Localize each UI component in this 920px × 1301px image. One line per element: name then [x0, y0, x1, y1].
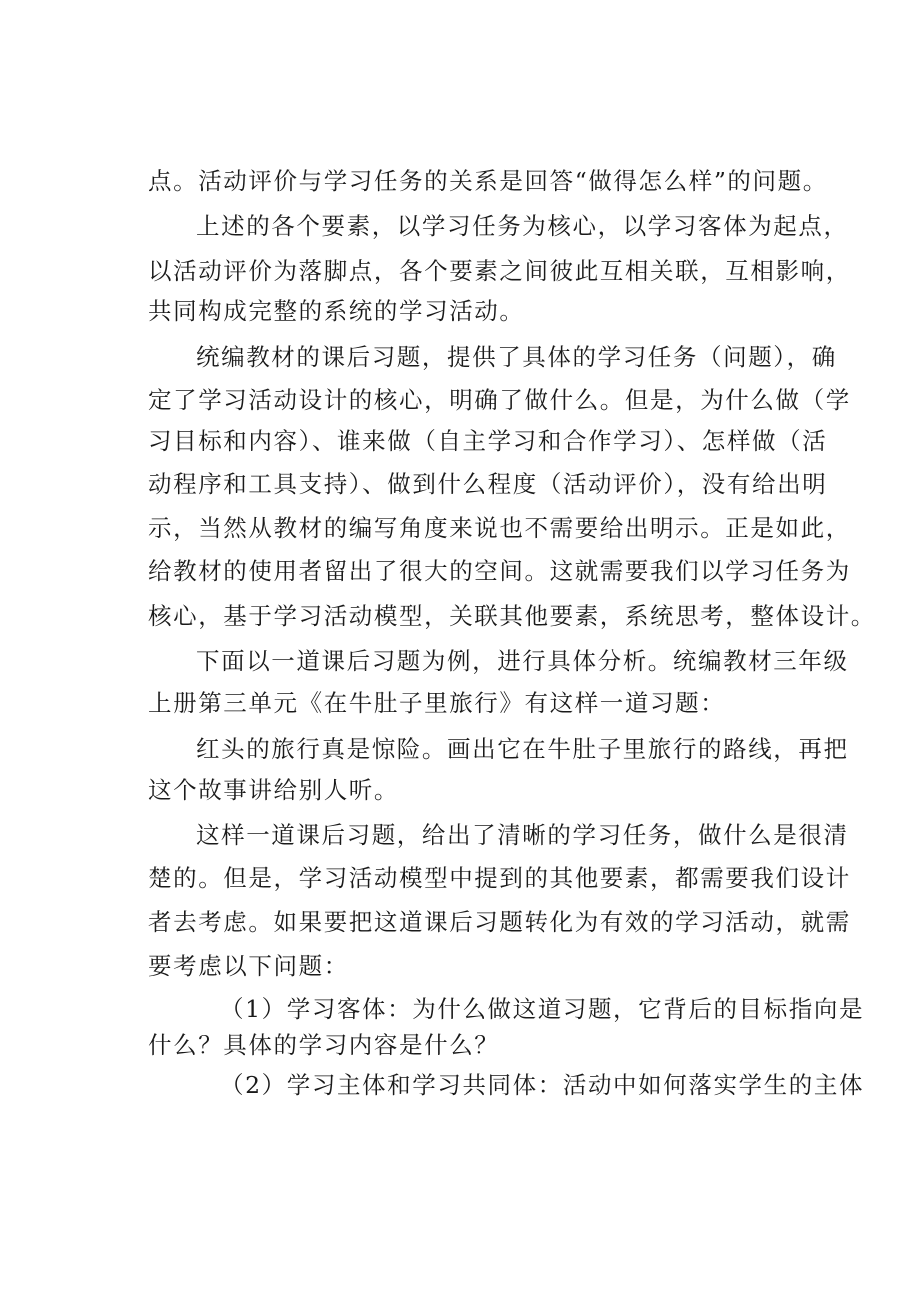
- text-line: 共同构成完整的系统的学习活动。: [148, 297, 525, 325]
- paragraph-start: 上述的各个要素，以学习任务为核心，以学习客体为起点，: [196, 212, 849, 240]
- text-line: 给教材的使用者留出了很大的空间。这就需要我们以学习任务为: [148, 557, 851, 585]
- text-line: 动程序和工具支持）、做到什么程度（活动评价），没有给出明: [148, 470, 828, 498]
- text-line: 习目标和内容）、谁来做（自主学习和合作学习）、怎样做（活: [148, 427, 828, 455]
- paragraph-start: 下面以一道课后习题为例，进行具体分析。统编教材三年级: [196, 647, 849, 675]
- quoted-exercise: 这个故事讲给别人听。: [148, 776, 399, 804]
- text-line: 示，当然从教材的编写角度来说也不需要给出明示。正是如此，: [148, 514, 851, 542]
- text-line: 点。活动评价与学习任务的关系是回答“做得怎么样”的问题。: [148, 167, 828, 195]
- quoted-exercise: 红头的旅行真是惊险。画出它在牛肚子里旅行的路线，再把: [196, 735, 849, 763]
- list-item: （1）学习客体：为什么做这道习题，它背后的目标指向是: [220, 995, 865, 1023]
- text-line: 核心，基于学习活动模型，关联其他要素，系统思考，整体设计。: [148, 602, 876, 630]
- paragraph-start: 这样一道课后习题，给出了清晰的学习任务，做什么是很清: [196, 821, 849, 849]
- text-line: 上册第三单元《在牛肚子里旅行》有这样一道习题：: [148, 689, 726, 717]
- text-line: 楚的。但是，学习活动模型中提到的其他要素，都需要我们设计: [148, 864, 851, 892]
- list-item-continuation: 什么？具体的学习内容是什么？: [148, 1031, 500, 1059]
- text-line: 以活动评价为落脚点，各个要素之间彼此互相关联，互相影响，: [148, 257, 851, 285]
- paragraph-start: 统编教材的课后习题，提供了具体的学习任务（问题），确: [196, 343, 837, 371]
- text-line: 要考虑以下问题：: [148, 952, 349, 980]
- text-line: 定了学习活动设计的核心，明确了做什么。但是，为什么做（学: [148, 386, 851, 414]
- list-item: （2）学习主体和学习共同体：活动中如何落实学生的主体: [220, 1071, 865, 1099]
- text-line: 者去考虑。如果要把这道课后习题转化为有效的学习活动，就需: [148, 908, 851, 936]
